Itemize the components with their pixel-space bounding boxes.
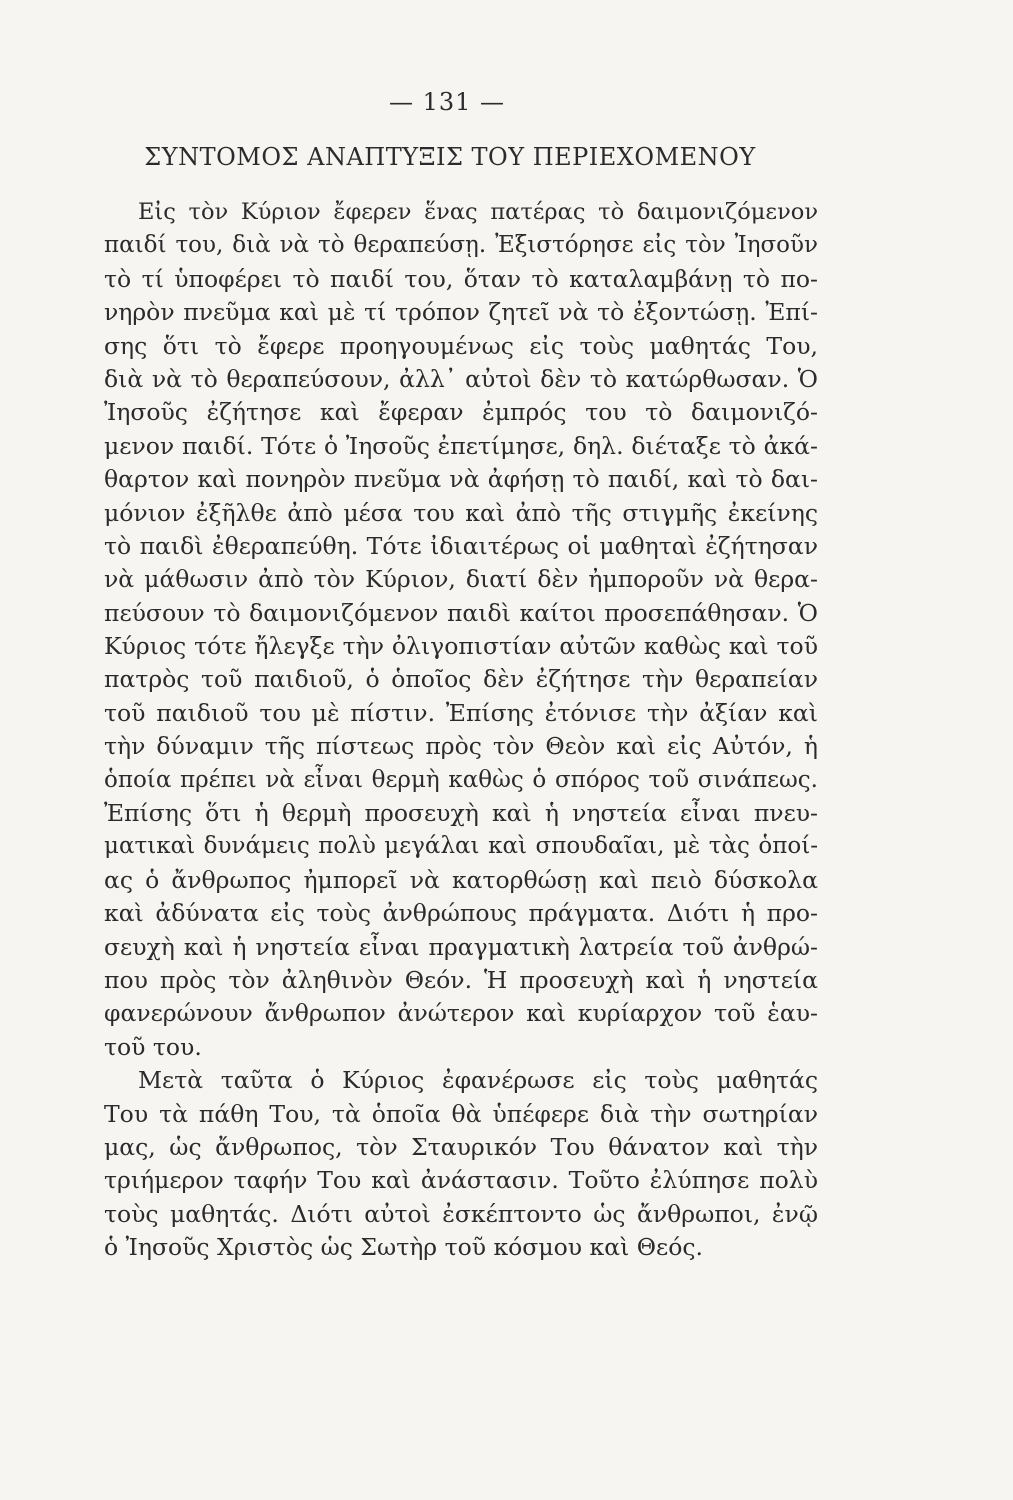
text-line: καὶ ἀδύνατα εἰς τοὺς ἀνθρώπους πράγματα. Διότι ἡ προ- — [104, 899, 818, 928]
text-line: τὸ τί ὑποφέρει τὸ παιδί του, ὅταν τὸ καταλαμβάνῃ τὸ πο- — [104, 264, 818, 293]
text-line: πατρὸς τοῦ παιδιοῦ, ὁ ὁποῖος δὲν ἐζήτησε τὴν θεραπείαν — [104, 665, 818, 694]
text-line: τοῦ παιδιοῦ του μὲ πίστιν. Ἐπίσης ἐτόνισε τὴν ἀξίαν καὶ — [104, 698, 818, 727]
text-line: σευχὴ καὶ ἡ νηστεία εἶναι πραγματικὴ λατρεία τοῦ ἀνθρώ- — [104, 932, 818, 961]
paragraph — [104, 1064, 818, 1264]
text-line: θαρτον καὶ πονηρὸν πνεῦμα νὰ ἀφήσῃ τὸ παιδί, καὶ τὸ δαι- — [104, 465, 818, 494]
text-line: Εἰς τὸν Κύριον ἔφερεν ἕνας πατέρας τὸ δαιμονιζόμενον — [138, 199, 818, 225]
text-line: διὰ νὰ τὸ θεραπεύσουν, ἀλλ᾽ αὐτοὶ δὲν τὸ κατώρθωσαν. Ὁ — [104, 364, 818, 393]
section-heading: ΣΥΝΤΟΜΟΣ ΑΝΑΠΤΥΞΙΣ ΤΟΥ ΠΕΡΙΕΧΟΜΕΝΟΥ — [144, 143, 756, 171]
text-line: φανερώνουν ἄνθρωπον ἀνώτερον καὶ κυρίαρχον τοῦ ἑαυ- — [104, 999, 818, 1028]
page-number: — 131 — — [388, 88, 506, 116]
text-line: ας ὁ ἄνθρωπος ἠμπορεῖ νὰ κατορθώσῃ καὶ πειὸ δύσκολα — [104, 865, 818, 894]
text-line: Μετὰ ταῦτα ὁ Κύριος ἐφανέρωσε εἰς τοὺς μαθητάς — [138, 1066, 818, 1095]
text-line: Του τὰ πάθη Του, τὰ ὁποῖα θὰ ὑπέφερε διὰ τὴν σωτηρίαν — [104, 1099, 818, 1128]
text-line: παιδί του, διὰ νὰ τὸ θεραπεύσῃ. Ἐξιστόρησε εἰς τὸν Ἰησοῦν — [104, 232, 818, 259]
text-line: Κύριος τότε ἤλεγξε τὴν ὀλιγοπιστίαν αὐτῶν καθὼς καὶ τοῦ — [104, 632, 818, 661]
text-line: μας, ὡς ἄνθρωπος, τὸν Σταυρικόν Του θάνατον καὶ τὴν — [104, 1132, 818, 1161]
text-line: τοὺς μαθητάς. Διότι αὐτοὶ ἐσκέπτοντο ὡς ἄνθρωποι, ἐνῷ — [104, 1199, 818, 1228]
text-line: σης ὅτι τὸ ἔφερε προηγουμένως εἰς τοὺς μαθητάς Του, — [104, 331, 818, 360]
text-line: που πρὸς τὸν ἀληθινὸν Θεόν. Ἡ προσευχὴ καὶ ἡ νηστεία — [104, 965, 818, 994]
text-line: μόνιον ἐξῆλθε ἀπὸ μέσα του καὶ ἀπὸ τῆς στιγμῆς ἐκείνης — [104, 498, 818, 527]
text-line: ὁποία πρέπει νὰ εἶναι θερμὴ καθὼς ὁ σπόρος τοῦ σινάπεως. — [104, 766, 818, 793]
text-line: Ἰησοῦς ἐζήτησε καὶ ἔφεραν ἐμπρός του τὸ δαιμονιζό- — [104, 398, 818, 427]
text-line: τὸ παιδὶ ἐθεραπεύθη. Τότε ἰδιαιτέρως οἱ μαθηταὶ ἐζήτησαν — [104, 531, 818, 560]
text-line: τοῦ του. — [104, 1032, 202, 1061]
body-text — [104, 196, 818, 1265]
text-line: ματικαὶ δυνάμεις πολὺ μεγάλαι καὶ σπουδαῖαι, μὲ τὰς ὁποί- — [104, 833, 818, 860]
text-line: νὰ μάθωσιν ἀπὸ τὸν Κύριον, διατί δὲν ἠμποροῦν νὰ θερα- — [104, 565, 818, 594]
text-line: τὴν δύναμιν τῆς πίστεως πρὸς τὸν Θεὸν καὶ εἰς Αὐτόν, ἡ — [104, 732, 818, 761]
text-line: τριήμερον ταφήν Του καὶ ἀνάστασιν. Τοῦτο ἐλύπησε πολὺ — [104, 1166, 818, 1195]
paragraph — [104, 196, 818, 1064]
text-line: πεύσουν τὸ δαιμονιζόμενον παιδὶ καίτοι προσεπάθησαν. Ὁ — [104, 598, 818, 627]
text-line: μενον παιδί. Τότε ὁ Ἰησοῦς ἐπετίμησε, δηλ. διέταξε τὸ ἀκά- — [104, 431, 818, 460]
text-line: ὁ Ἰησοῦς Χριστὸς ὡς Σωτὴρ τοῦ κόσμου καὶ Θεός. — [104, 1233, 703, 1262]
text-line: Ἐπίσης ὅτι ἡ θερμὴ προσευχὴ καὶ ἡ νηστεία εἶναι πνευ- — [104, 799, 818, 828]
text-line: νηρὸν πνεῦμα καὶ μὲ τί τρόπον ζητεῖ νὰ τὸ ἐξοντώσῃ. Ἐπί- — [104, 298, 818, 327]
